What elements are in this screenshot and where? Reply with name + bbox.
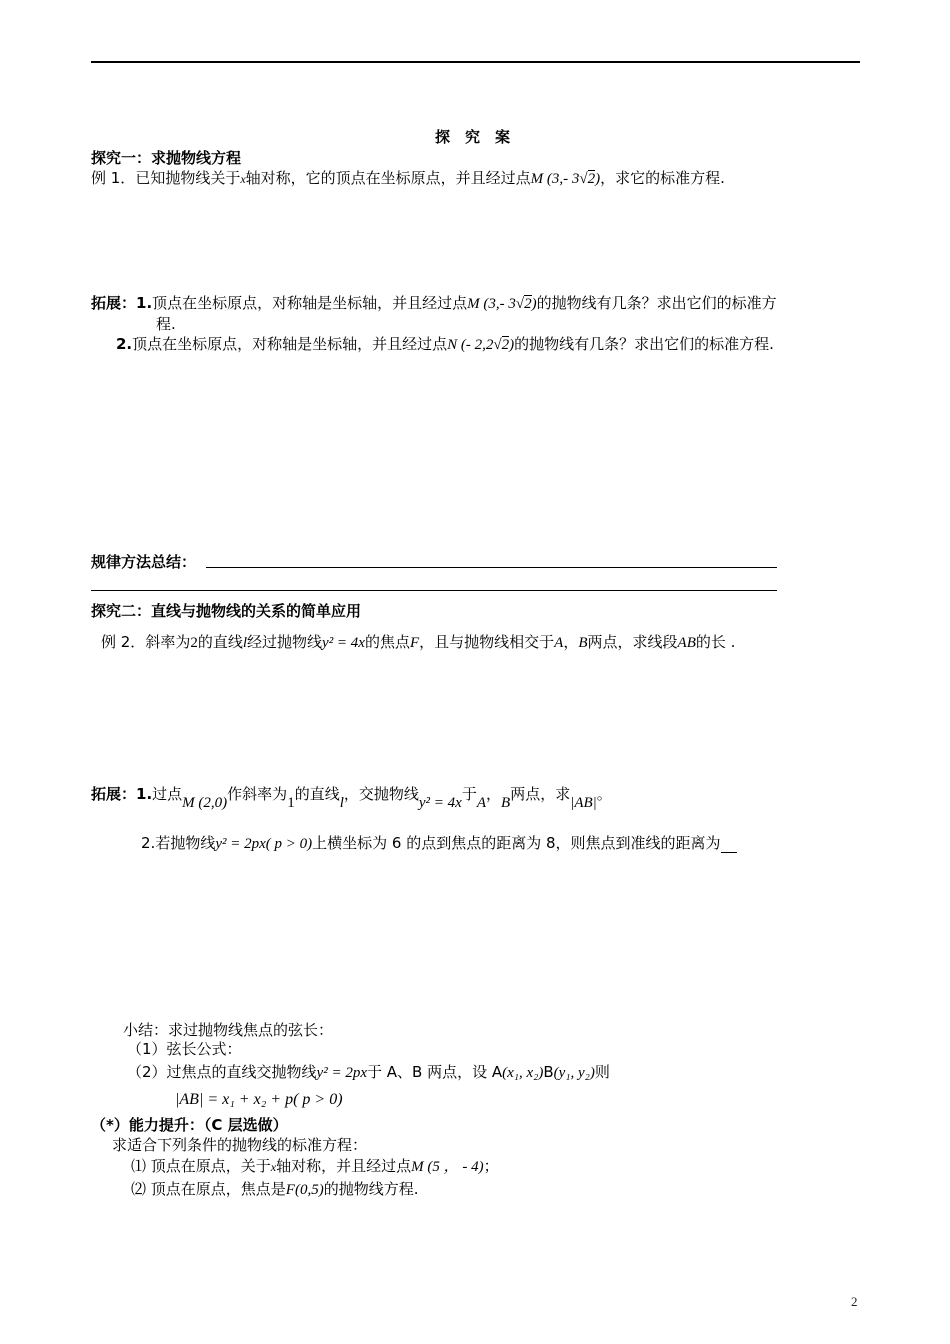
page-number: 2: [851, 1294, 858, 1309]
s3-item1-text-c: ；: [483, 1157, 499, 1175]
example1-root: 2: [587, 171, 596, 187]
ext2-num: 2.: [141, 834, 156, 852]
item2-text-b: 于 A、B 两点，设 A: [366, 1063, 503, 1081]
ext1-num: 1.: [136, 785, 153, 803]
ext2-text-a: 若抛物线: [155, 834, 216, 852]
item2-text-c: B: [543, 1063, 554, 1081]
ext2-text-b: 的抛物线有几条？求出它们的标准方程.: [514, 335, 774, 353]
section2-heading: 探究二：直线与抛物线的关系的简单应用: [91, 602, 362, 620]
example2-text-e: ，且与抛物线相交于: [419, 633, 555, 651]
example2-focus: F: [409, 635, 420, 651]
ext1-eq: y² = 4x: [418, 795, 462, 811]
sqrt-symbol: √: [579, 171, 588, 187]
example2-text-a: 斜率为: [145, 633, 191, 651]
ext-label: 拓展：: [91, 294, 137, 312]
example2-line: l: [242, 635, 248, 651]
example1-text-a: 已知抛物线关于: [135, 169, 241, 187]
section1-ext1-cont: 程.: [156, 315, 176, 333]
example1-text-b: 轴对称，它的顶点在坐标原点，并且经过点: [245, 169, 531, 187]
section3-intro: 求适合下列条件的抛物线的标准方程：: [112, 1136, 368, 1154]
ext1-text-e: 于: [461, 785, 477, 803]
ext1-slope: 1: [287, 795, 295, 811]
answer-line-1: [206, 567, 777, 568]
example2-text-b: 的直线: [197, 633, 243, 651]
ext1-comma: ，: [486, 785, 502, 803]
ext-label: 拓展：: [91, 785, 137, 803]
example2-text-d: 的焦点: [364, 633, 410, 651]
ext1-text-d: ，交抛物线: [343, 785, 419, 803]
ext1-point: M (3,- 3: [467, 296, 516, 312]
item2-text-d: 则: [594, 1063, 610, 1081]
section2-ext2: [141, 834, 737, 853]
section3-item2: [131, 1180, 418, 1199]
ext1-text-a: 顶点在坐标原点，对称轴是坐标轴，并且经过点: [152, 294, 468, 312]
section1-ext2: [116, 335, 774, 354]
ext1-text-g: 。: [596, 785, 612, 803]
ext1-pointB: B: [501, 795, 511, 811]
example1-point: M (3,- 3: [530, 171, 580, 187]
ext2-answer-blank[interactable]: [721, 834, 737, 853]
ext1-text-c: 的直线: [294, 785, 340, 803]
ext2-eq: y² = 2px( p > 0): [215, 836, 313, 852]
example2-comma: ，: [563, 633, 579, 651]
ext1-abs: |AB|: [570, 795, 597, 811]
ext1-text-b: 的抛物线有几条？求出它们的标准方: [536, 294, 777, 312]
ext2-num: 2.: [116, 335, 133, 353]
ext1-root: 2: [524, 296, 532, 312]
s3-item1-text-a: ⑴ 顶点在原点，关于: [131, 1157, 271, 1175]
example2: [101, 633, 735, 652]
ext2-text-b: 上横坐标为 6 的点到焦点的距离为 8，则焦点到准线的距离为: [312, 834, 721, 852]
example2-text-f: 两点，求线段: [587, 633, 678, 651]
item2-eq: y² = 2px: [316, 1065, 367, 1081]
sqrt-symbol: √: [515, 296, 525, 312]
ext1-line: l: [339, 795, 344, 811]
example2-label: 例 2．: [101, 633, 146, 651]
ext1-text-f: 两点，求: [510, 785, 571, 803]
section3-heading: （*）能力提升：（C 层选做）: [91, 1116, 288, 1134]
section2-ext1: [91, 785, 612, 811]
item2-pointB: (y₁, y₂): [553, 1065, 595, 1081]
example1: [91, 169, 725, 188]
example2-eq: y² = 4x: [322, 635, 365, 651]
ext1-close: ): [531, 296, 537, 312]
item2-pointA: (x₁, x₂): [502, 1065, 544, 1081]
header-rule: [91, 61, 860, 63]
method-summary-label: 规律方法总结：: [91, 553, 197, 571]
page-title: 探 究 案: [435, 128, 511, 146]
s3-item2-text-a: ⑵ 顶点在原点，焦点是: [131, 1180, 286, 1198]
example1-text-c: ，求它的标准方程.: [600, 169, 725, 187]
answer-line-2: [91, 590, 777, 591]
s3-item2-text-b: 的抛物线方程.: [323, 1180, 419, 1198]
example1-var-x: x: [240, 172, 246, 186]
example1-close: ): [595, 171, 601, 187]
item2-text-a: （2）过焦点的直线交抛物线: [127, 1063, 317, 1081]
example2-text-g: 的长 .: [695, 633, 736, 651]
example2-slope: 2: [190, 635, 198, 651]
s3-item1-text-b: 轴对称，并且经过点: [276, 1157, 412, 1175]
section1-ext1: [91, 294, 777, 313]
section3-item1: [131, 1157, 499, 1176]
example2-pointB: B: [578, 635, 588, 651]
summary-item1: （1）弦长公式：: [127, 1040, 242, 1058]
example1-label: 例 1．: [91, 169, 136, 187]
summary-item2: [127, 1063, 610, 1082]
s3-item2-point: F(0,5): [285, 1182, 324, 1198]
section1-heading: 探究一：求抛物线方程: [91, 149, 242, 167]
example2-segment: AB: [677, 635, 696, 651]
ext1-text-a: 过点: [152, 785, 183, 803]
example2-pointA: A: [554, 635, 564, 651]
ext2-close: ): [509, 337, 515, 353]
ext2-root: 2: [501, 337, 510, 353]
ext2-point: N (- 2,2: [447, 337, 494, 353]
sqrt-symbol: √: [493, 337, 502, 353]
chord-length-formula: |AB| = x₁ + x₂ + p( p > 0): [175, 1091, 343, 1108]
ext1-pointA: A: [476, 795, 487, 811]
summary-title: 小结：求过抛物线焦点的弦长：: [123, 1021, 334, 1039]
s3-item1-x: x: [270, 1160, 277, 1174]
example2-text-c: 经过抛物线: [247, 633, 323, 651]
s3-item1-point: M (5 ， - 4): [411, 1159, 484, 1175]
ext1-point: M (2,0): [182, 795, 228, 811]
ext2-text-a: 顶点在坐标原点，对称轴是坐标轴，并且经过点: [132, 335, 448, 353]
ext1-text-b: 作斜率为: [227, 785, 288, 803]
ext1-num: 1.: [136, 294, 153, 312]
